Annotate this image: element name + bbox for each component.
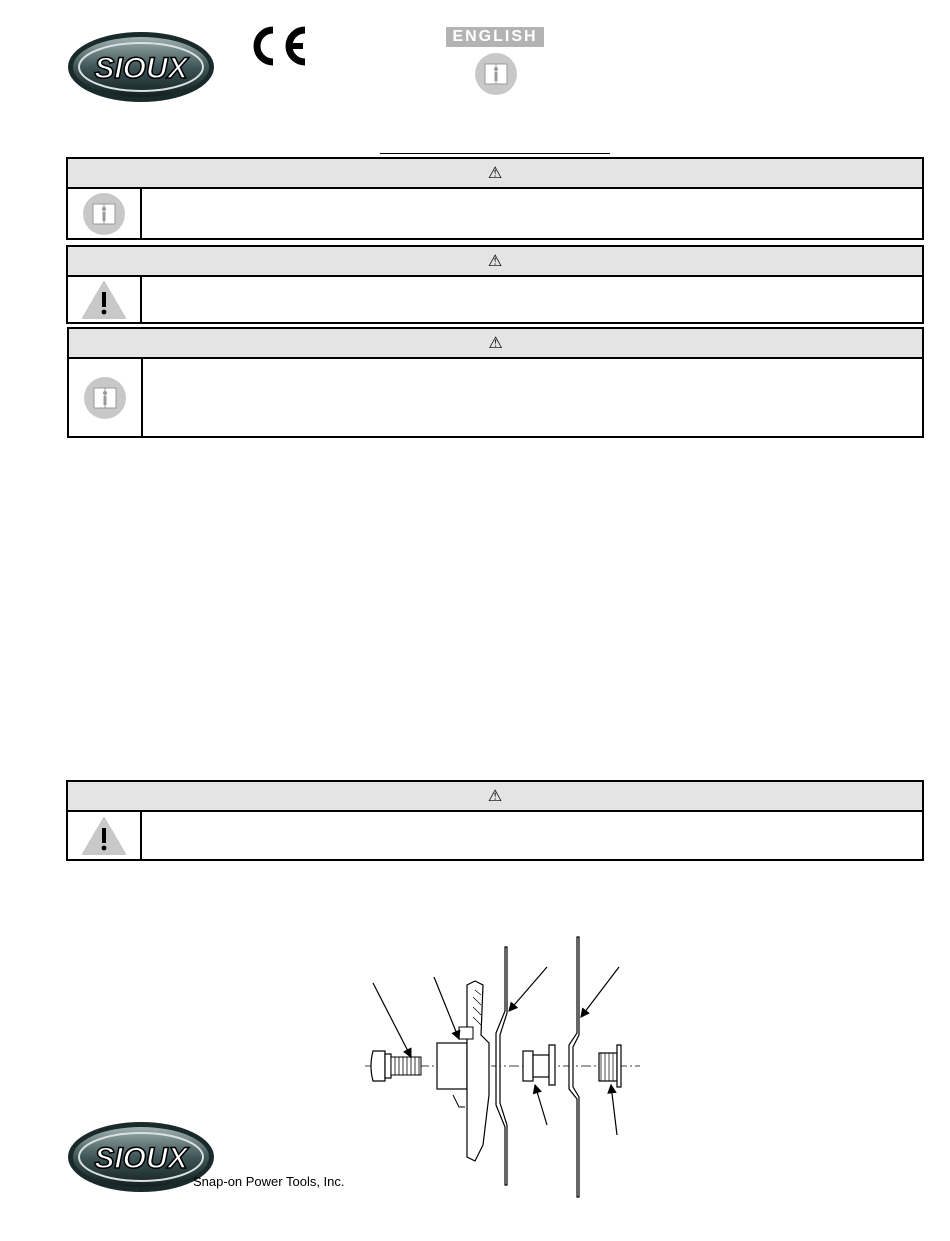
warning-symbol: ⚠ <box>487 165 503 182</box>
language-badge: ENGLISH <box>446 27 544 47</box>
backing-flange <box>437 981 489 1161</box>
warning-box-3 <box>67 327 924 438</box>
manual-info-icon <box>82 192 126 236</box>
sioux-logo <box>66 30 216 104</box>
logo-text: SIOUX <box>94 1142 188 1175</box>
warning-symbol: ⚠ <box>487 788 503 805</box>
adapter-nut <box>523 1045 555 1085</box>
abrasive-disc-2 <box>569 937 579 1197</box>
exclamation-triangle-icon <box>81 280 127 320</box>
logo-text: SIOUX <box>94 52 188 85</box>
warning-symbol: ⚠ <box>488 335 503 352</box>
company-name: Snap-on Power Tools, Inc. <box>193 1174 345 1189</box>
warning-symbol: ⚠ <box>487 253 503 270</box>
warning-header <box>68 247 922 277</box>
warning-header <box>68 782 922 812</box>
ce-mark <box>247 24 309 68</box>
wheel-assembly-diagram <box>355 935 655 1205</box>
warning-box-1 <box>66 157 924 240</box>
warning-text <box>142 812 922 859</box>
warning-header <box>68 159 922 189</box>
warning-text <box>142 189 922 238</box>
warning-box-2 <box>66 245 924 324</box>
warning-header <box>69 329 922 359</box>
clamping-nut <box>599 1045 621 1087</box>
mounting-bolt <box>371 1051 421 1081</box>
warning-box-4 <box>66 780 924 861</box>
warning-text <box>143 359 922 436</box>
exclamation-triangle-icon <box>81 816 127 856</box>
title-underline <box>380 153 610 154</box>
manual-info-icon <box>83 376 127 420</box>
warning-text <box>142 277 922 322</box>
manual-info-icon <box>474 52 518 101</box>
